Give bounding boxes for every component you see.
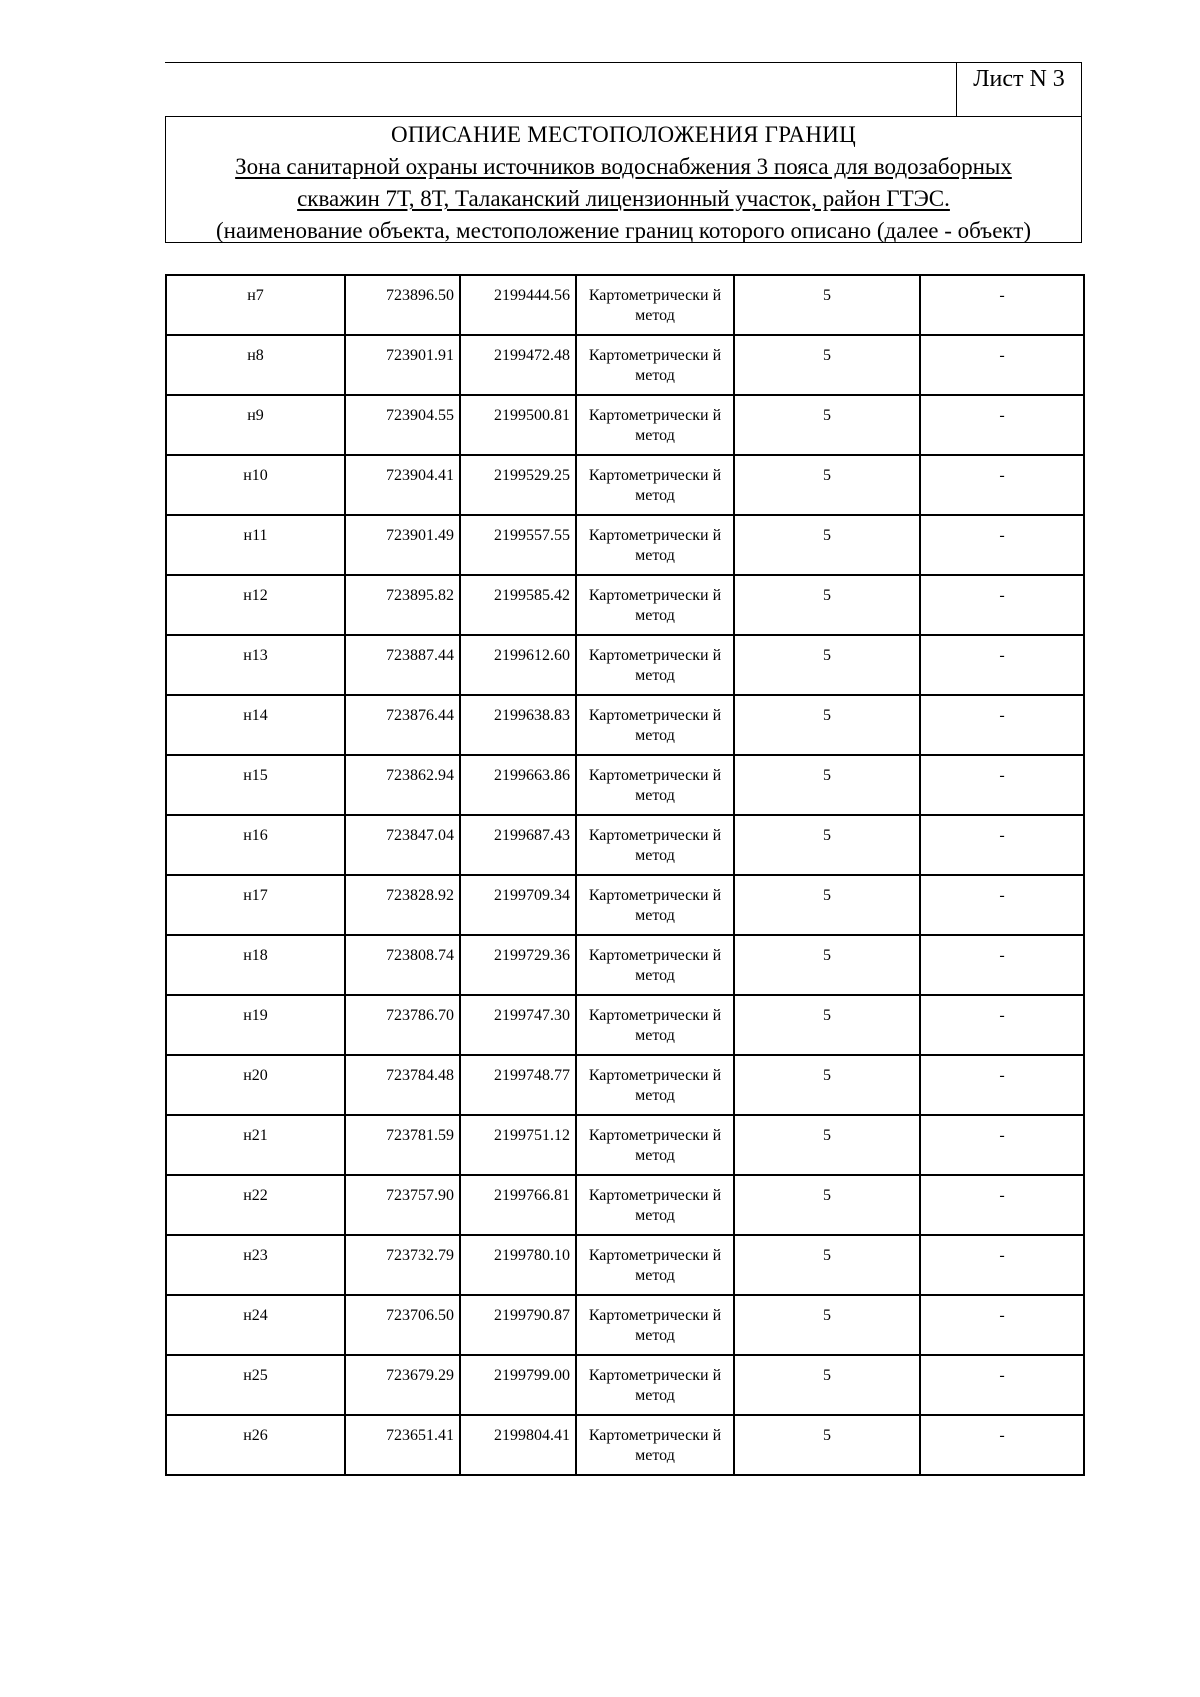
y-coordinate-cell: 2199790.87 xyxy=(460,1295,576,1355)
accuracy-cell: 5 xyxy=(734,755,920,815)
point-cell: н23 xyxy=(166,1235,345,1295)
table-row xyxy=(166,1295,1084,1355)
x-coordinate-cell: 723781.59 xyxy=(345,1115,460,1175)
object-name-line-2: скважин 7Т, 8Т, Талаканский лицензионный участок, район ГТЭС. xyxy=(297,186,950,211)
y-coordinate-cell: 2199748.77 xyxy=(460,1055,576,1115)
table-row xyxy=(166,335,1084,395)
y-coordinate-cell: 2199529.25 xyxy=(460,455,576,515)
x-coordinate-cell: 723786.70 xyxy=(345,995,460,1055)
y-coordinate-cell: 2199612.60 xyxy=(460,635,576,695)
point-cell: н8 xyxy=(166,335,345,395)
point-cell: н25 xyxy=(166,1355,345,1415)
x-coordinate-cell: 723901.49 xyxy=(345,515,460,575)
y-coordinate-cell: 2199799.00 xyxy=(460,1355,576,1415)
accuracy-cell: 5 xyxy=(734,1175,920,1235)
table-row xyxy=(166,995,1084,1055)
x-coordinate-cell: 723904.41 xyxy=(345,455,460,515)
description-cell: - xyxy=(920,1415,1084,1475)
coordinates-table-body xyxy=(166,275,1084,1475)
accuracy-cell: 5 xyxy=(734,335,920,395)
accuracy-cell: 5 xyxy=(734,635,920,695)
method-cell: Картометрически й метод xyxy=(576,515,734,575)
table-row xyxy=(166,575,1084,635)
x-coordinate-cell: 723904.55 xyxy=(345,395,460,455)
object-name-line-1: Зона санитарной охраны источников водоснабжения 3 пояса для водозаборных xyxy=(235,154,1012,179)
description-cell: - xyxy=(920,1295,1084,1355)
x-coordinate-cell: 723901.91 xyxy=(345,335,460,395)
method-cell: Картометрически й метод xyxy=(576,1355,734,1415)
table-row xyxy=(166,635,1084,695)
x-coordinate-cell: 723706.50 xyxy=(345,1295,460,1355)
point-cell: н14 xyxy=(166,695,345,755)
method-cell: Картометрически й метод xyxy=(576,1055,734,1115)
method-cell: Картометрически й метод xyxy=(576,455,734,515)
method-cell: Картометрически й метод xyxy=(576,275,734,335)
x-coordinate-cell: 723784.48 xyxy=(345,1055,460,1115)
accuracy-cell: 5 xyxy=(734,1235,920,1295)
accuracy-cell: 5 xyxy=(734,515,920,575)
point-cell: н15 xyxy=(166,755,345,815)
point-cell: н7 xyxy=(166,275,345,335)
point-cell: н20 xyxy=(166,1055,345,1115)
description-cell: - xyxy=(920,1055,1084,1115)
accuracy-cell: 5 xyxy=(734,1415,920,1475)
method-cell: Картометрически й метод xyxy=(576,335,734,395)
description-cell: - xyxy=(920,755,1084,815)
y-coordinate-cell: 2199747.30 xyxy=(460,995,576,1055)
accuracy-cell: 5 xyxy=(734,1295,920,1355)
point-cell: н26 xyxy=(166,1415,345,1475)
x-coordinate-cell: 723847.04 xyxy=(345,815,460,875)
table-row xyxy=(166,815,1084,875)
description-cell: - xyxy=(920,1235,1084,1295)
table-row xyxy=(166,1235,1084,1295)
y-coordinate-cell: 2199444.56 xyxy=(460,275,576,335)
table-row xyxy=(166,1355,1084,1415)
point-cell: н16 xyxy=(166,815,345,875)
method-cell: Картометрически й метод xyxy=(576,1235,734,1295)
point-cell: н13 xyxy=(166,635,345,695)
x-coordinate-cell: 723808.74 xyxy=(345,935,460,995)
x-coordinate-cell: 723876.44 xyxy=(345,695,460,755)
y-coordinate-cell: 2199663.86 xyxy=(460,755,576,815)
table-row xyxy=(166,1415,1084,1475)
description-cell: - xyxy=(920,995,1084,1055)
x-coordinate-cell: 723895.82 xyxy=(345,575,460,635)
accuracy-cell: 5 xyxy=(734,455,920,515)
description-cell: - xyxy=(920,935,1084,995)
x-coordinate-cell: 723896.50 xyxy=(345,275,460,335)
accuracy-cell: 5 xyxy=(734,935,920,995)
y-coordinate-cell: 2199472.48 xyxy=(460,335,576,395)
y-coordinate-cell: 2199729.36 xyxy=(460,935,576,995)
description-cell: - xyxy=(920,275,1084,335)
accuracy-cell: 5 xyxy=(734,815,920,875)
x-coordinate-cell: 723887.44 xyxy=(345,635,460,695)
description-cell: - xyxy=(920,815,1084,875)
accuracy-cell: 5 xyxy=(734,995,920,1055)
description-cell: - xyxy=(920,455,1084,515)
point-cell: н22 xyxy=(166,1175,345,1235)
accuracy-cell: 5 xyxy=(734,695,920,755)
point-cell: н18 xyxy=(166,935,345,995)
table-row xyxy=(166,395,1084,455)
point-cell: н21 xyxy=(166,1115,345,1175)
y-coordinate-cell: 2199500.81 xyxy=(460,395,576,455)
table-row xyxy=(166,875,1084,935)
table-row xyxy=(166,755,1084,815)
point-cell: н12 xyxy=(166,575,345,635)
y-coordinate-cell: 2199766.81 xyxy=(460,1175,576,1235)
method-cell: Картометрически й метод xyxy=(576,935,734,995)
x-coordinate-cell: 723828.92 xyxy=(345,875,460,935)
method-cell: Картометрически й метод xyxy=(576,695,734,755)
coordinates-table xyxy=(165,274,1085,1476)
table-row xyxy=(166,935,1084,995)
y-coordinate-cell: 2199638.83 xyxy=(460,695,576,755)
x-coordinate-cell: 723757.90 xyxy=(345,1175,460,1235)
description-cell: - xyxy=(920,875,1084,935)
y-coordinate-cell: 2199687.43 xyxy=(460,815,576,875)
description-cell: - xyxy=(920,515,1084,575)
sheet-number-label: Лист N 3 xyxy=(973,66,1065,92)
accuracy-cell: 5 xyxy=(734,575,920,635)
table-row xyxy=(166,1055,1084,1115)
document-header xyxy=(165,116,1082,243)
x-coordinate-cell: 723862.94 xyxy=(345,755,460,815)
description-cell: - xyxy=(920,1355,1084,1415)
document-title: ОПИСАНИЕ МЕСТОПОЛОЖЕНИЯ ГРАНИЦ xyxy=(390,122,857,147)
y-coordinate-cell: 2199557.55 xyxy=(460,515,576,575)
x-coordinate-cell: 723732.79 xyxy=(345,1235,460,1295)
description-cell: - xyxy=(920,1175,1084,1235)
description-cell: - xyxy=(920,695,1084,755)
point-cell: н9 xyxy=(166,395,345,455)
accuracy-cell: 5 xyxy=(734,395,920,455)
y-coordinate-cell: 2199751.12 xyxy=(460,1115,576,1175)
y-coordinate-cell: 2199585.42 xyxy=(460,575,576,635)
point-cell: н11 xyxy=(166,515,345,575)
description-cell: - xyxy=(920,635,1084,695)
y-coordinate-cell: 2199804.41 xyxy=(460,1415,576,1475)
description-cell: - xyxy=(920,395,1084,455)
top-rule xyxy=(165,62,1082,63)
table-row xyxy=(166,1175,1084,1235)
method-cell: Картометрически й метод xyxy=(576,1415,734,1475)
accuracy-cell: 5 xyxy=(734,875,920,935)
x-coordinate-cell: 723679.29 xyxy=(345,1355,460,1415)
method-cell: Картометрически й метод xyxy=(576,1295,734,1355)
point-cell: н10 xyxy=(166,455,345,515)
method-cell: Картометрически й метод xyxy=(576,635,734,695)
table-row xyxy=(166,515,1084,575)
method-cell: Картометрически й метод xyxy=(576,815,734,875)
method-cell: Картометрически й метод xyxy=(576,1115,734,1175)
y-coordinate-cell: 2199709.34 xyxy=(460,875,576,935)
method-cell: Картометрически й метод xyxy=(576,1175,734,1235)
description-cell: - xyxy=(920,575,1084,635)
y-coordinate-cell: 2199780.10 xyxy=(460,1235,576,1295)
point-cell: н17 xyxy=(166,875,345,935)
sheet-number-box xyxy=(956,62,1082,116)
accuracy-cell: 5 xyxy=(734,275,920,335)
table-row xyxy=(166,1115,1084,1175)
object-caption: (наименование объекта, местоположение границ которого описано (далее - объект) xyxy=(215,218,1031,243)
method-cell: Картометрически й метод xyxy=(576,875,734,935)
method-cell: Картометрически й метод xyxy=(576,575,734,635)
x-coordinate-cell: 723651.41 xyxy=(345,1415,460,1475)
description-cell: - xyxy=(920,1115,1084,1175)
accuracy-cell: 5 xyxy=(734,1355,920,1415)
point-cell: н19 xyxy=(166,995,345,1055)
method-cell: Картометрически й метод xyxy=(576,995,734,1055)
method-cell: Картометрически й метод xyxy=(576,755,734,815)
accuracy-cell: 5 xyxy=(734,1055,920,1115)
table-row xyxy=(166,275,1084,335)
table-row xyxy=(166,695,1084,755)
description-cell: - xyxy=(920,335,1084,395)
method-cell: Картометрически й метод xyxy=(576,395,734,455)
accuracy-cell: 5 xyxy=(734,1115,920,1175)
point-cell: н24 xyxy=(166,1295,345,1355)
table-row xyxy=(166,455,1084,515)
